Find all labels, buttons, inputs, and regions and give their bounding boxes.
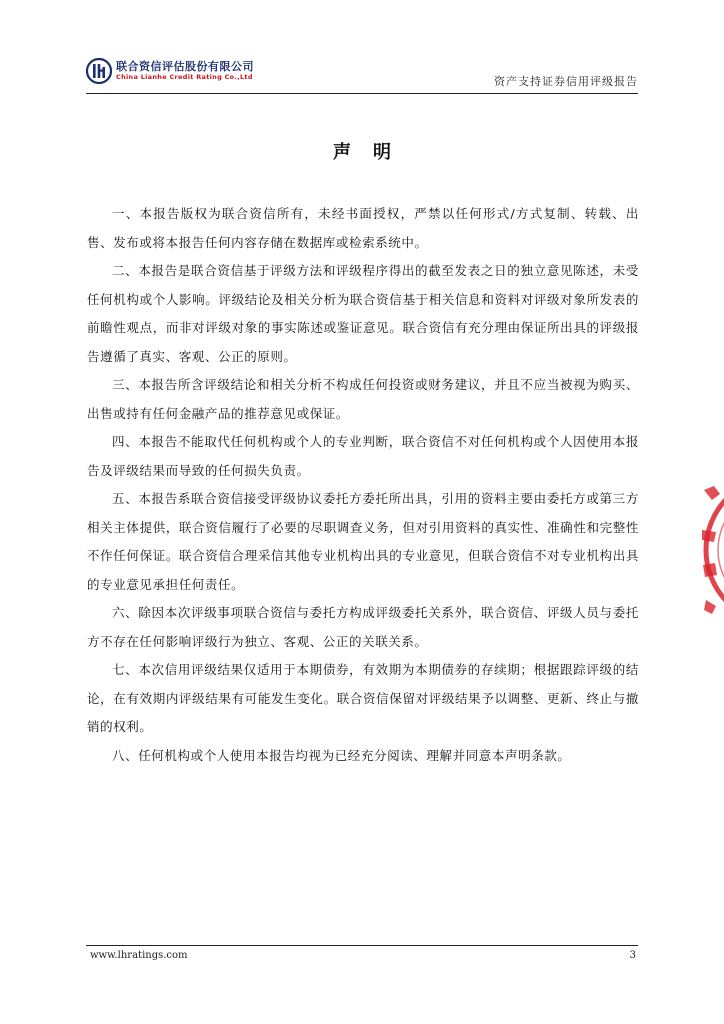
footer-website: www.lhratings.com (90, 950, 188, 961)
statement-paragraph-1: 一、本报告版权为联合资信所有，未经书面授权，严禁以任何形式/方式复制、转载、出售、发布或将本报告任何内容存储在数据库或检索系统中。 (87, 206, 639, 250)
company-name-cn: 联合资信评估股份有限公司 (116, 60, 254, 73)
statement-paragraph-3: 三、本报告所含评级结论和相关分析不构成任何投资或财务建议，并且不应当被视为购买、出售或持有任何金融产品的推荐意见或保证。 (87, 377, 639, 421)
company-name-en: China Lianhe Credit Rating Co.,Ltd (116, 73, 253, 81)
page-number: 3 (629, 950, 636, 961)
header-divider (86, 93, 638, 94)
statement-paragraph-8: 八、任何机构或个人使用本报告均视为已经充分阅读、理解并同意本声明条款。 (112, 747, 571, 763)
statement-body (87, 200, 639, 770)
statement-paragraph-7: 七、本次信用评级结果仅适用于本期债券，有效期为本期债券的存续期；根据跟踪评级的结论，在有效期内评级结果有可能发生变化。联合资信保留对评级结果予以调整、更新、终止与撤销的权利。 (87, 662, 639, 734)
company-logo (86, 58, 254, 84)
statement-paragraph-6: 六、除因本次评级事项联合资信与委托方构成评级委托关系外，联合资信、评级人员与委托方不存在任何影响评级行为独立、客观、公正的关联关系。 (87, 605, 639, 649)
footer-divider (86, 945, 638, 946)
lianhe-logo-icon (86, 58, 112, 84)
page-header (86, 58, 638, 92)
page-title: 声明 (333, 142, 413, 163)
report-type-title: 资产支持证券信用评级报告 (494, 75, 638, 88)
statement-paragraph-5: 五、本报告系联合资信接受评级协议委托方委托所出具，引用的资料主要由委托方或第三方相关主体提供，联合资信履行了必要的尽职调查义务，但对引用资料的真实性、准确性和完整性不作任何保证。联合资信合理采信其他专业机构出具的专业意见，但联合资信不对专业机构出具的专业意见承担任何责任。 (87, 491, 639, 592)
statement-paragraph-2: 二、本报告是联合资信基于评级方法和评级程序得出的截至发表之日的独立意见陈述，未受任何机构或个人影响。评级结论及相关分析为联合资信基于相关信息和资料对评级对象所发表的前瞻性观点，而非对评级对象的事实陈述或鉴证意见。联合资信有充分理由保证所出具的评级报告遵循了真实、客观、公正的原则。 (87, 263, 639, 364)
partial-seal-stamp (700, 470, 724, 630)
statement-paragraph-4: 四、本报告不能取代任何机构或个人的专业判断，联合资信不对任何机构或个人因使用本报告及评级结果而导致的任何损失负责。 (87, 434, 639, 478)
